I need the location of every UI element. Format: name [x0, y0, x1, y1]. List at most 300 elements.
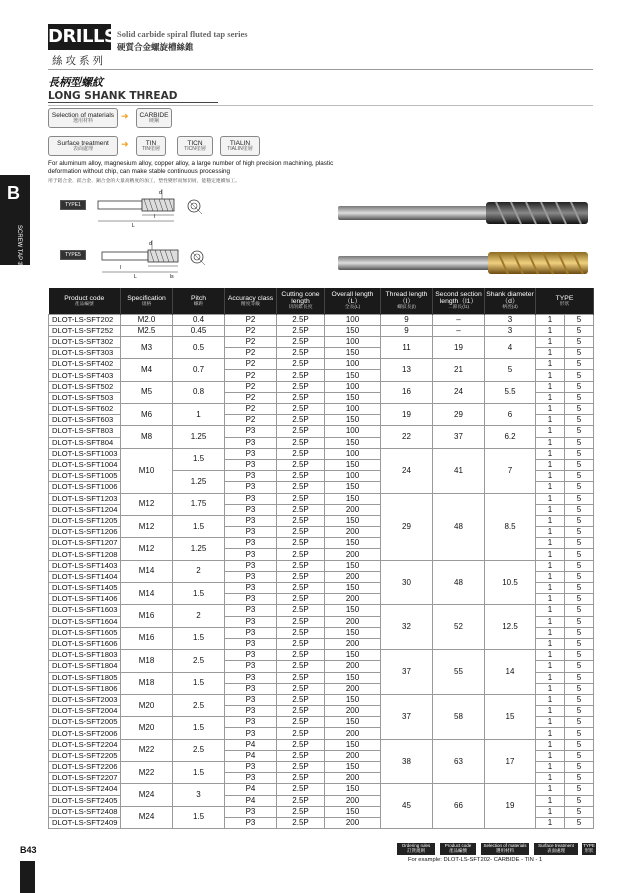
- cone-length-cell: 2.5P: [277, 381, 325, 392]
- second-length-cell: –: [433, 314, 485, 325]
- accuracy-cell: P3: [225, 806, 277, 817]
- type1-diagram: [92, 187, 212, 229]
- overall-length-cell: 100: [325, 381, 381, 392]
- type-cell: 1: [536, 773, 565, 784]
- tap-photo-type1: [336, 198, 592, 228]
- type-cell: 1: [536, 471, 565, 482]
- accuracy-cell: P3: [225, 627, 277, 638]
- col-header-second-length: Second section length（l1） 二節長(l1): [433, 288, 485, 314]
- cone-length-cell: 2.5P: [277, 348, 325, 359]
- pitch-cell: 1.5: [173, 806, 225, 828]
- overall-length-cell: 100: [325, 314, 381, 325]
- cone-length-cell: 2.5P: [277, 359, 325, 370]
- accuracy-cell: P3: [225, 817, 277, 828]
- description-en: For aluminum alloy, magnesium alloy, copper alloy, a large number of high precision machining, plastic deformation without chip, can make stable continuous processing: [48, 160, 334, 175]
- accuracy-cell: P2: [225, 348, 277, 359]
- product-code-cell: DLOT-LS-SFT1803: [49, 650, 121, 661]
- surface-option-label: TIALIN: [229, 140, 251, 147]
- type-cell: 1: [536, 493, 565, 504]
- pitch-cell: 0.8: [173, 381, 225, 403]
- shank-diameter-cell: 3: [485, 325, 536, 336]
- type-cell: 1: [536, 336, 565, 347]
- cone-length-cell: 2.5P: [277, 426, 325, 437]
- type-cell: 5: [565, 694, 594, 705]
- col-header-overall-length: Overall length（L） 全長(L): [325, 288, 381, 314]
- product-code-cell: DLOT-LS-SFT1005: [49, 471, 121, 482]
- type-cell: 5: [565, 325, 594, 336]
- cone-length-cell: 2.5P: [277, 650, 325, 661]
- type-cell: 5: [565, 650, 594, 661]
- type-cell: 1: [536, 381, 565, 392]
- section-title-en: LONG SHANK THREAD: [48, 90, 178, 102]
- cone-length-cell: 2.5P: [277, 325, 325, 336]
- col-header-specification: Specification 規格: [121, 288, 173, 314]
- type1-tag: TYPE1: [60, 200, 86, 210]
- overall-length-cell: 200: [325, 706, 381, 717]
- pitch-cell: 1: [173, 404, 225, 426]
- cone-length-cell: 2.5P: [277, 404, 325, 415]
- second-length-cell: 52: [433, 605, 485, 650]
- product-code-cell: DLOT-LS-SFT503: [49, 392, 121, 403]
- cone-length-cell: 2.5P: [277, 773, 325, 784]
- order-product-code-label: Product code 產品編號: [440, 843, 476, 855]
- product-code-cell: DLOT-LS-SFT1605: [49, 627, 121, 638]
- pitch-cell: 1.25: [173, 471, 225, 493]
- product-code-cell: DLOT-LS-SFT1003: [49, 448, 121, 459]
- type-cell: 1: [536, 817, 565, 828]
- type-cell: 1: [536, 583, 565, 594]
- type-cell: 5: [565, 359, 594, 370]
- second-length-cell: 41: [433, 448, 485, 493]
- cone-length-cell: 2.5P: [277, 627, 325, 638]
- col-header-accuracy: Accuracy class 精度等級: [225, 288, 277, 314]
- cone-length-cell: 2.5P: [277, 661, 325, 672]
- type-cell: 1: [536, 739, 565, 750]
- second-length-cell: –: [433, 325, 485, 336]
- type-cell: 1: [536, 795, 565, 806]
- shank-diameter-cell: 3: [485, 314, 536, 325]
- materials-label-cn: 選用材料: [72, 118, 93, 125]
- second-length-cell: 55: [433, 650, 485, 695]
- overall-length-cell: 200: [325, 571, 381, 582]
- accuracy-cell: P3: [225, 638, 277, 649]
- product-code-cell: DLOT-LS-SFT2205: [49, 750, 121, 761]
- type-cell: 5: [565, 661, 594, 672]
- cone-length-cell: 2.5P: [277, 549, 325, 560]
- second-length-cell: 63: [433, 739, 485, 784]
- accuracy-cell: P3: [225, 605, 277, 616]
- specification-cell: M14: [121, 583, 173, 605]
- thread-length-cell: 9: [381, 325, 433, 336]
- cone-length-cell: 2.5P: [277, 795, 325, 806]
- specification-cell: M6: [121, 404, 173, 426]
- product-code-cell: DLOT-LS-SFT2405: [49, 795, 121, 806]
- cone-length-cell: 2.5P: [277, 694, 325, 705]
- table-row: [49, 560, 594, 571]
- overall-length-cell: 150: [325, 325, 381, 336]
- type-cell: 5: [565, 482, 594, 493]
- type-cell: 1: [536, 784, 565, 795]
- overall-length-cell: 150: [325, 459, 381, 470]
- specification-cell: M22: [121, 762, 173, 784]
- specification-cell: M14: [121, 560, 173, 582]
- cone-length-cell: 2.5P: [277, 459, 325, 470]
- materials-label-box: [48, 108, 118, 128]
- product-code-cell: DLOT-LS-SFT2404: [49, 784, 121, 795]
- overall-length-cell: 150: [325, 739, 381, 750]
- product-code-cell: DLOT-LS-SFT803: [49, 426, 121, 437]
- cone-length-cell: 2.5P: [277, 739, 325, 750]
- order-materials-label: Selection of materials 選用材料: [481, 843, 529, 855]
- accuracy-cell: P3: [225, 504, 277, 515]
- cone-length-cell: 2.5P: [277, 784, 325, 795]
- accuracy-cell: P3: [225, 661, 277, 672]
- cone-length-cell: 2.5P: [277, 560, 325, 571]
- shank-diameter-cell: 5.5: [485, 381, 536, 403]
- type-cell: 1: [536, 627, 565, 638]
- accuracy-cell: P2: [225, 314, 277, 325]
- cone-length-cell: 2.5P: [277, 571, 325, 582]
- type5-tag: TYPE5: [60, 250, 86, 260]
- type-cell: 1: [536, 515, 565, 526]
- overall-length-cell: 150: [325, 348, 381, 359]
- thread-length-cell: 16: [381, 381, 433, 403]
- product-code-cell: DLOT-LS-SFT1208: [49, 549, 121, 560]
- spec-table: [48, 288, 594, 829]
- overall-length-cell: 150: [325, 762, 381, 773]
- overall-length-cell: 150: [325, 672, 381, 683]
- type-cell: 1: [536, 694, 565, 705]
- pitch-cell: 1.75: [173, 493, 225, 515]
- table-row: [49, 739, 594, 750]
- table-row: [49, 650, 594, 661]
- overall-length-cell: 200: [325, 795, 381, 806]
- overall-length-cell: 200: [325, 594, 381, 605]
- pitch-cell: 1.25: [173, 426, 225, 448]
- cone-length-cell: 2.5P: [277, 817, 325, 828]
- col-header-shank-diameter: Shank diameter（d） 柄徑(d): [485, 288, 536, 314]
- dim-ls: ls: [170, 274, 174, 280]
- product-code-cell: DLOT-LS-SFT2005: [49, 717, 121, 728]
- accuracy-cell: P3: [225, 694, 277, 705]
- overall-length-cell: 100: [325, 448, 381, 459]
- product-code-cell: DLOT-LS-SFT402: [49, 359, 121, 370]
- specification-cell: M20: [121, 717, 173, 739]
- thread-length-cell: 22: [381, 426, 433, 448]
- cone-length-cell: 2.5P: [277, 448, 325, 459]
- product-code-cell: DLOT-LS-SFT1806: [49, 683, 121, 694]
- accuracy-cell: P3: [225, 493, 277, 504]
- type-cell: 1: [536, 415, 565, 426]
- accuracy-cell: P3: [225, 672, 277, 683]
- overall-length-cell: 200: [325, 527, 381, 538]
- accuracy-cell: P3: [225, 560, 277, 571]
- type-cell: 5: [565, 750, 594, 761]
- surface-label: Surface treatment: [57, 140, 109, 147]
- overall-length-cell: 100: [325, 404, 381, 415]
- product-code-cell: DLOT-LS-SFT2206: [49, 762, 121, 773]
- cone-length-cell: 2.5P: [277, 415, 325, 426]
- dim-L: L: [134, 274, 137, 280]
- thread-length-cell: 13: [381, 359, 433, 381]
- pitch-cell: 2: [173, 560, 225, 582]
- tap-photo-type5: [336, 248, 592, 278]
- second-length-cell: 24: [433, 381, 485, 403]
- type-cell: 1: [536, 706, 565, 717]
- product-code-cell: DLOT-LS-SFT2204: [49, 739, 121, 750]
- pitch-cell: 0.7: [173, 359, 225, 381]
- thread-length-cell: 37: [381, 650, 433, 695]
- pitch-cell: 0.45: [173, 325, 225, 336]
- type-cell: 1: [536, 762, 565, 773]
- type-cell: 5: [565, 672, 594, 683]
- cone-length-cell: 2.5P: [277, 314, 325, 325]
- shank-diameter-cell: 19: [485, 784, 536, 829]
- overall-length-cell: 100: [325, 426, 381, 437]
- col-header-pitch: Pitch 螺距: [173, 288, 225, 314]
- table-body: [49, 314, 594, 829]
- overall-length-cell: 200: [325, 638, 381, 649]
- cone-length-cell: 2.5P: [277, 437, 325, 448]
- order-rule-label: Ordering rules 訂貨規則: [397, 843, 435, 855]
- cone-length-cell: 2.5P: [277, 594, 325, 605]
- order-example: For example: DLOT-LS-SFT202- CARBIDE - TIN - 1: [408, 857, 543, 863]
- type-cell: 5: [565, 515, 594, 526]
- overall-length-cell: 200: [325, 661, 381, 672]
- product-code-cell: DLOT-LS-SFT252: [49, 325, 121, 336]
- dim-d: d: [159, 190, 162, 196]
- side-tab-text: SCREW TAP 絲攻: [16, 225, 22, 274]
- specification-cell: M2.0: [121, 314, 173, 325]
- pitch-cell: 1.5: [173, 583, 225, 605]
- overall-length-cell: 150: [325, 694, 381, 705]
- accuracy-cell: P2: [225, 336, 277, 347]
- overall-length-cell: 150: [325, 370, 381, 381]
- overall-length-cell: 150: [325, 717, 381, 728]
- type-cell: 5: [565, 594, 594, 605]
- type-cell: 5: [565, 314, 594, 325]
- table-row: [49, 336, 594, 347]
- table-row: [49, 694, 594, 705]
- type-cell: 1: [536, 459, 565, 470]
- accuracy-cell: P3: [225, 683, 277, 694]
- type-cell: 5: [565, 638, 594, 649]
- brand-logo: DRILLS: [48, 24, 111, 50]
- cone-length-cell: 2.5P: [277, 336, 325, 347]
- pitch-cell: 1.5: [173, 762, 225, 784]
- type-cell: 1: [536, 560, 565, 571]
- type-cell: 1: [536, 314, 565, 325]
- type-cell: 5: [565, 739, 594, 750]
- accuracy-cell: P3: [225, 594, 277, 605]
- product-code-cell: DLOT-LS-SFT1604: [49, 616, 121, 627]
- product-code-cell: DLOT-LS-SFT1404: [49, 571, 121, 582]
- second-length-cell: 29: [433, 404, 485, 426]
- type-cell: 5: [565, 762, 594, 773]
- type-cell: 5: [565, 817, 594, 828]
- product-code-cell: DLOT-LS-SFT1204: [49, 504, 121, 515]
- dim-l: l: [154, 214, 156, 220]
- pitch-cell: 2.5: [173, 694, 225, 716]
- product-code-cell: DLOT-LS-SFT1405: [49, 583, 121, 594]
- product-code-cell: DLOT-LS-SFT1606: [49, 638, 121, 649]
- type-cell: 5: [565, 795, 594, 806]
- cone-length-cell: 2.5P: [277, 638, 325, 649]
- overall-length-cell: 150: [325, 482, 381, 493]
- type-cell: 1: [536, 359, 565, 370]
- type-cell: 5: [565, 706, 594, 717]
- overall-length-cell: 100: [325, 471, 381, 482]
- type-cell: 1: [536, 728, 565, 739]
- type-cell: 5: [565, 549, 594, 560]
- cone-length-cell: 2.5P: [277, 728, 325, 739]
- accuracy-cell: P3: [225, 515, 277, 526]
- accuracy-cell: P3: [225, 549, 277, 560]
- product-code-cell: DLOT-LS-SFT602: [49, 404, 121, 415]
- cone-length-cell: 2.5P: [277, 504, 325, 515]
- cone-length-cell: 2.5P: [277, 717, 325, 728]
- page-number: B43: [20, 845, 37, 855]
- pitch-cell: 1.5: [173, 448, 225, 470]
- product-code-cell: DLOT-LS-SFT1805: [49, 672, 121, 683]
- shank-diameter-cell: 5: [485, 359, 536, 381]
- bottom-strip: [20, 861, 35, 893]
- cone-length-cell: 2.5P: [277, 683, 325, 694]
- type-cell: 5: [565, 728, 594, 739]
- cone-length-cell: 2.5P: [277, 616, 325, 627]
- overall-length-cell: 150: [325, 583, 381, 594]
- cone-length-cell: 2.5P: [277, 515, 325, 526]
- cone-length-cell: 2.5P: [277, 583, 325, 594]
- overall-length-cell: 150: [325, 538, 381, 549]
- product-code-cell: DLOT-LS-SFT502: [49, 381, 121, 392]
- table-row: [49, 381, 594, 392]
- product-code-cell: DLOT-LS-SFT1203: [49, 493, 121, 504]
- accuracy-cell: P3: [225, 616, 277, 627]
- divider: [48, 102, 218, 103]
- cone-length-cell: 2.5P: [277, 471, 325, 482]
- product-code-cell: DLOT-LS-SFT1206: [49, 527, 121, 538]
- type-cell: 5: [565, 605, 594, 616]
- type-cell: 1: [536, 717, 565, 728]
- type-cell: 5: [565, 806, 594, 817]
- overall-length-cell: 200: [325, 750, 381, 761]
- materials-value-box: [136, 108, 172, 128]
- cone-length-cell: 2.5P: [277, 672, 325, 683]
- cone-length-cell: 2.5P: [277, 762, 325, 773]
- surface-option-cn: TIALIN塗層: [227, 146, 253, 153]
- accuracy-cell: P3: [225, 728, 277, 739]
- product-code-cell: DLOT-LS-SFT2004: [49, 706, 121, 717]
- arrow-right-icon: ➜: [121, 139, 129, 149]
- specification-cell: M18: [121, 650, 173, 672]
- overall-length-cell: 200: [325, 549, 381, 560]
- type-cell: 1: [536, 672, 565, 683]
- thread-length-cell: 19: [381, 404, 433, 426]
- subtitle-cn: 硬質合金螺旋槽絲錐: [117, 42, 194, 52]
- type-cell: 1: [536, 426, 565, 437]
- thread-length-cell: 9: [381, 314, 433, 325]
- specification-cell: M16: [121, 627, 173, 649]
- accuracy-cell: P3: [225, 571, 277, 582]
- type-cell: 1: [536, 605, 565, 616]
- specification-cell: M3: [121, 336, 173, 358]
- type-cell: 5: [565, 616, 594, 627]
- accuracy-cell: P3: [225, 527, 277, 538]
- product-code-cell: DLOT-LS-SFT2408: [49, 806, 121, 817]
- specification-cell: M8: [121, 426, 173, 448]
- type-cell: 1: [536, 348, 565, 359]
- type-cell: 5: [565, 583, 594, 594]
- cone-length-cell: 2.5P: [277, 493, 325, 504]
- surface-option-cn: TIN塗層: [141, 146, 161, 153]
- second-length-cell: 48: [433, 560, 485, 605]
- overall-length-cell: 150: [325, 627, 381, 638]
- shank-diameter-cell: 7: [485, 448, 536, 493]
- type-cell: 5: [565, 493, 594, 504]
- type-cell: 1: [536, 571, 565, 582]
- type-cell: 5: [565, 560, 594, 571]
- pitch-cell: 1.5: [173, 627, 225, 649]
- cone-length-cell: 2.5P: [277, 750, 325, 761]
- type-cell: 5: [565, 627, 594, 638]
- col-header-type: TYPE 形狀: [536, 288, 594, 314]
- accuracy-cell: P3: [225, 471, 277, 482]
- table-row: [49, 493, 594, 504]
- cone-length-cell: 2.5P: [277, 806, 325, 817]
- accuracy-cell: P3: [225, 459, 277, 470]
- type-cell: 1: [536, 448, 565, 459]
- cone-length-cell: 2.5P: [277, 605, 325, 616]
- col-header-product-code: Product code 產品編號: [49, 288, 121, 314]
- thread-length-cell: 38: [381, 739, 433, 784]
- accuracy-cell: P3: [225, 482, 277, 493]
- accuracy-cell: P3: [225, 538, 277, 549]
- product-code-cell: DLOT-LS-SFT2409: [49, 817, 121, 828]
- product-code-cell: DLOT-LS-SFT1004: [49, 459, 121, 470]
- accuracy-cell: P2: [225, 381, 277, 392]
- product-code-cell: DLOT-LS-SFT1406: [49, 594, 121, 605]
- product-code-cell: DLOT-LS-SFT202: [49, 314, 121, 325]
- pitch-cell: 1.25: [173, 538, 225, 560]
- type-cell: 1: [536, 370, 565, 381]
- overall-length-cell: 150: [325, 560, 381, 571]
- accuracy-cell: P3: [225, 762, 277, 773]
- overall-length-cell: 200: [325, 817, 381, 828]
- type-cell: 5: [565, 459, 594, 470]
- type-cell: 1: [536, 661, 565, 672]
- dim-l: l: [120, 265, 122, 271]
- type-cell: 1: [536, 504, 565, 515]
- type-cell: 5: [565, 348, 594, 359]
- type-cell: 5: [565, 784, 594, 795]
- accuracy-cell: P4: [225, 795, 277, 806]
- overall-length-cell: 100: [325, 359, 381, 370]
- shank-diameter-cell: 4: [485, 336, 536, 358]
- product-code-cell: DLOT-LS-SFT1205: [49, 515, 121, 526]
- surface-option-label: TIN: [145, 140, 157, 147]
- type-cell: 1: [536, 594, 565, 605]
- table-row: [49, 359, 594, 370]
- type-cell: 1: [536, 527, 565, 538]
- accuracy-cell: P3: [225, 717, 277, 728]
- type-cell: 1: [536, 482, 565, 493]
- second-length-cell: 19: [433, 336, 485, 358]
- accuracy-cell: P4: [225, 739, 277, 750]
- type5-diagram: [92, 238, 212, 280]
- shank-diameter-cell: 14: [485, 650, 536, 695]
- table-row: [49, 426, 594, 437]
